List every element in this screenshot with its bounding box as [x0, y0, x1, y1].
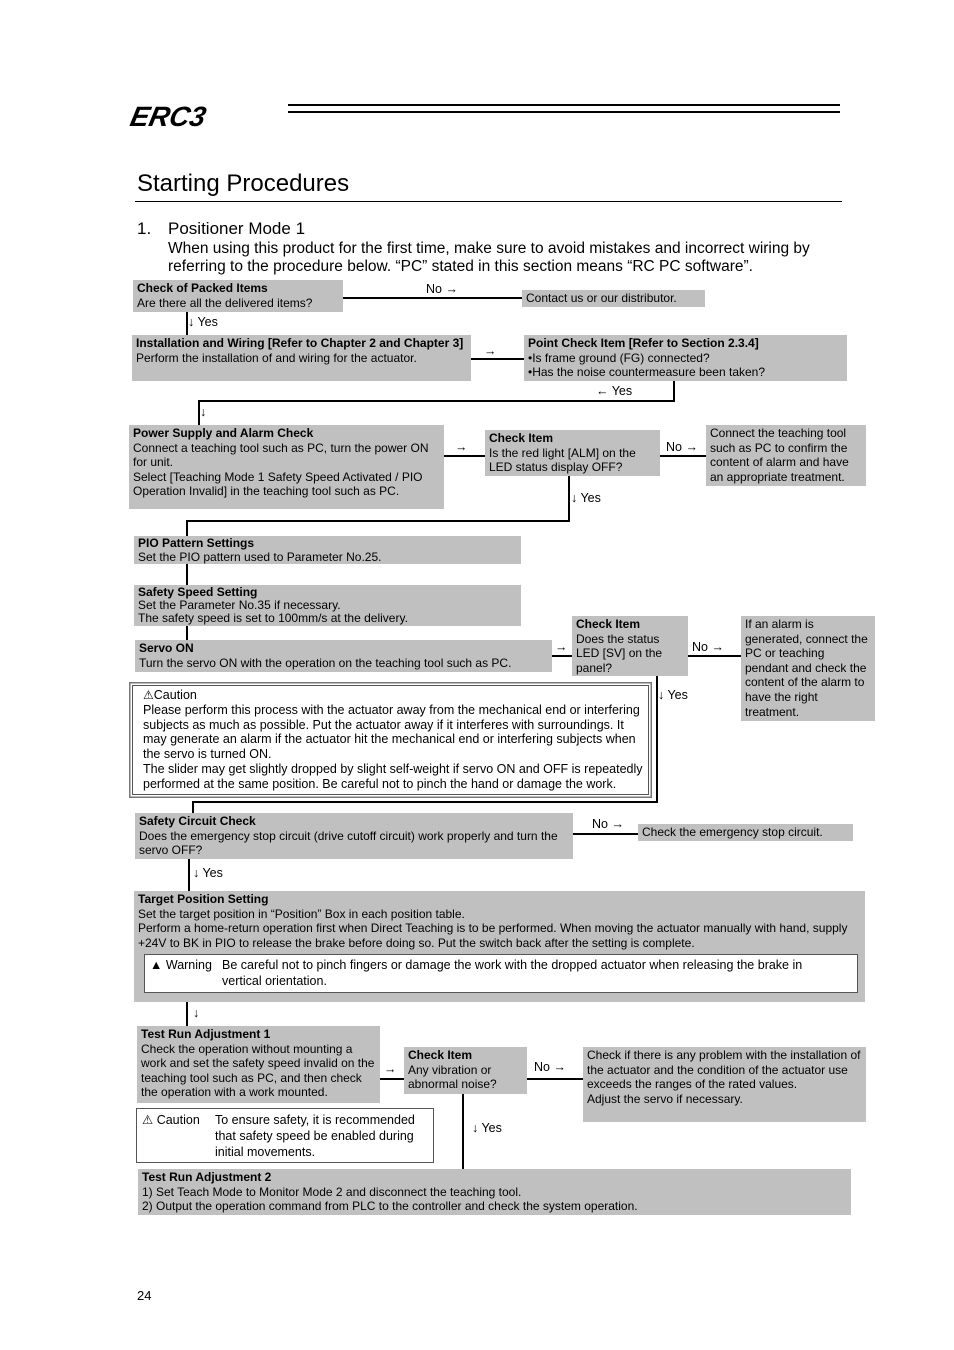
box-text: Perform a home-return operation first when Direct Teaching is to be performed. When moving the actuator manually with hand, supply +24V to BK in PIO to release the brake before doing so. Put the switch back after the setting is complete.	[138, 921, 848, 950]
arrow-label: →	[484, 344, 497, 358]
test-run-1-box	[137, 1026, 380, 1103]
check-vibration-box	[404, 1047, 527, 1094]
box-text: Does the emergency stop circuit (drive cutoff circuit) work properly and turn the servo OFF?	[139, 828, 558, 858]
check-alm-box	[485, 430, 660, 476]
box-title: Power Supply and Alarm Check	[133, 426, 314, 440]
arrow-label: →	[555, 640, 568, 654]
title-underline	[135, 201, 842, 202]
box-text: 2) Output the operation command from PLC to the controller and check the system operation.	[142, 1199, 638, 1214]
box-text: Turn the servo ON with the operation on the teaching tool such as PC.	[139, 656, 512, 670]
box-text: If an alarm is generated, connect the PC or teaching pendant and check the content of the alarm to have the right treatment.	[745, 617, 868, 719]
box-title: Check Item	[576, 617, 641, 631]
box-title: Check Item	[408, 1048, 473, 1062]
box-title: Point Check Item [Refer to Section 2.3.4]	[528, 336, 759, 350]
intro-text: When using this product for the first time, make sure to avoid mistakes and incorrect wiring by referring to the procedure below. “PC” stated in this section means “RC PC software”.	[168, 240, 810, 275]
connector	[186, 626, 188, 640]
box-text: The safety speed is set to 100mm/s at the delivery.	[138, 611, 408, 626]
yes-label: ↓ Yes	[571, 491, 601, 505]
box-text: Connect the teaching tool such as PC to confirm the content of alarm and have an appropriate treatment.	[710, 426, 849, 484]
no-label: No →	[592, 817, 624, 831]
logo	[127, 88, 279, 132]
arrow-label: →	[384, 1062, 397, 1076]
box-title: Test Run Adjustment 1	[141, 1027, 271, 1041]
box-title: Safety Speed Setting	[138, 585, 258, 599]
no-label: No →	[534, 1060, 566, 1074]
connector	[186, 520, 570, 522]
caution-text: To ensure safety, it is recommended that safety speed be enabled during initial movements.	[215, 1113, 415, 1159]
header-rule-bottom	[288, 111, 840, 113]
box-text: Check if there is any problem with the installation of the actuator and the condition of the actuator use exceeds the ranges of the rated values.	[587, 1048, 861, 1092]
connector	[192, 801, 658, 803]
no-label: No →	[692, 640, 724, 654]
installation-box	[132, 335, 471, 381]
caution-heading	[142, 1112, 200, 1128]
pio-pattern-box	[134, 536, 521, 564]
connector	[186, 1001, 188, 1027]
connector	[188, 859, 190, 891]
header-rule-top	[288, 104, 840, 106]
connector	[343, 297, 523, 299]
connector	[660, 455, 706, 457]
caution-label: Caution	[153, 688, 197, 702]
box-title: Test Run Adjustment 2	[142, 1170, 272, 1184]
box-text: Adjust the servo if necessary.	[587, 1091, 743, 1106]
connector	[380, 1078, 404, 1080]
box-text: Select [Teaching Mode 1 Safety Speed Activated / PIO Operation Invalid] in the teaching tool such as PC.	[133, 469, 423, 499]
contact-box	[522, 290, 705, 307]
warning-heading	[150, 958, 220, 974]
caution-label: Caution	[156, 1113, 200, 1127]
bullet-item: • Has the noise countermeasure been taken?	[528, 365, 765, 379]
connector	[573, 833, 638, 835]
yes-label: ↓ Yes	[472, 1121, 502, 1135]
warning-box	[144, 954, 858, 993]
logo-text: ERC3	[127, 100, 210, 132]
safety-circuit-box	[135, 813, 573, 859]
box-text: Contact us or our distributor.	[526, 291, 677, 305]
test-run-2-box	[138, 1169, 851, 1215]
connector	[688, 655, 741, 657]
check-packed-items-box	[133, 280, 343, 312]
caution-text: Please perform this process with the actuator away from the mechanical end or interfering subjects as much as possible. Put the actuator away if it interferes with surroundings. It may generate an alarm if the actuator hit the mechanical end or interfering subjects when the servo is turned ON.	[143, 702, 640, 762]
box-text: Set the target position in “Position” Box in each position table.	[138, 906, 465, 921]
yes-label: ← Yes	[596, 384, 633, 398]
caution-box	[136, 1108, 434, 1163]
caution-box	[132, 685, 649, 795]
estop-box	[638, 824, 853, 841]
check-sv-box	[572, 616, 688, 676]
box-title: Check Item	[489, 431, 554, 445]
box-title: Installation and Wiring [Refer to Chapter 2 and Chapter 3]	[136, 336, 464, 350]
arrow-label: →	[455, 440, 468, 454]
caution-icon: ⚠	[143, 688, 154, 702]
no-label: No →	[426, 282, 458, 296]
connector	[673, 380, 675, 401]
arrow-label: ↓	[193, 1006, 200, 1020]
section-number: 1.	[137, 219, 152, 238]
power-alarm-box	[129, 425, 444, 509]
box-text: Is the red light [ALM] on the LED status display OFF?	[489, 445, 636, 475]
alarm-treatment-box	[706, 425, 866, 486]
box-text: Check the emergency stop circuit.	[642, 825, 823, 839]
connector	[186, 520, 188, 537]
box-title: Servo ON	[139, 641, 194, 655]
connector	[444, 455, 486, 457]
page-title: Starting Procedures	[137, 170, 350, 197]
box-title: Target Position Setting	[138, 892, 269, 906]
box-text: Set the Parameter No.35 if necessary.	[138, 598, 341, 613]
safety-speed-box	[134, 585, 521, 626]
box-text: Perform the installation of and wiring for the actuator.	[136, 350, 417, 365]
connector	[462, 1094, 464, 1169]
point-check-box	[524, 335, 847, 381]
connector	[527, 1078, 583, 1080]
connector	[568, 476, 570, 522]
page-number: 24	[137, 1288, 152, 1303]
warning-label: Warning	[165, 958, 212, 972]
sv-alarm-box	[741, 616, 875, 721]
vibration-fix-box	[583, 1047, 866, 1122]
box-title: PIO Pattern Settings	[138, 536, 255, 550]
arrow-label: ↓	[200, 405, 207, 419]
bullet-item: • Is frame ground (FG) connected?	[528, 351, 710, 365]
section-title: Positioner Mode 1	[168, 219, 306, 238]
box-text: 1) Set Teach Mode to Monitor Mode 2 and disconnect the teaching tool.	[142, 1184, 522, 1199]
yes-label: ↓ Yes	[193, 866, 223, 880]
warning-icon: ▲	[150, 958, 163, 972]
no-label: No →	[666, 440, 698, 454]
box-text: Check the operation without mounting a work and set the safety speed invalid on the teaching tool such as PC, and then check the operation with a work mounted.	[141, 1041, 375, 1100]
box-text: Any vibration or abnormal noise?	[408, 1062, 497, 1092]
box-title: Safety Circuit Check	[139, 814, 256, 828]
caution-icon: ⚠	[142, 1113, 154, 1127]
connector	[198, 400, 675, 402]
connector	[471, 358, 524, 360]
box-text: Does the status LED [SV] on the panel?	[576, 631, 663, 675]
yes-label: ↓ Yes	[658, 688, 688, 702]
box-text: Are there all the delivered items?	[137, 295, 313, 310]
connector	[186, 563, 188, 585]
connector	[551, 655, 572, 657]
box-text: Set the PIO pattern used to Parameter No.25.	[138, 549, 382, 564]
box-text: Connect a teaching tool such as PC, turn the power ON for unit.	[133, 440, 429, 470]
warning-text: Be careful not to pinch fingers or damage the work with the dropped actuator when releasing the brake in vertical orientation.	[222, 958, 803, 988]
servo-on-box	[135, 640, 552, 672]
caution-text: The slider may get slightly dropped by slight self-weight if servo ON and OFF is repeatedly performed at the same position. Be careful not to pinch the hand or damage the work.	[143, 761, 643, 791]
yes-label: ↓ Yes	[188, 315, 218, 329]
box-title: Check of Packed Items	[137, 281, 268, 295]
